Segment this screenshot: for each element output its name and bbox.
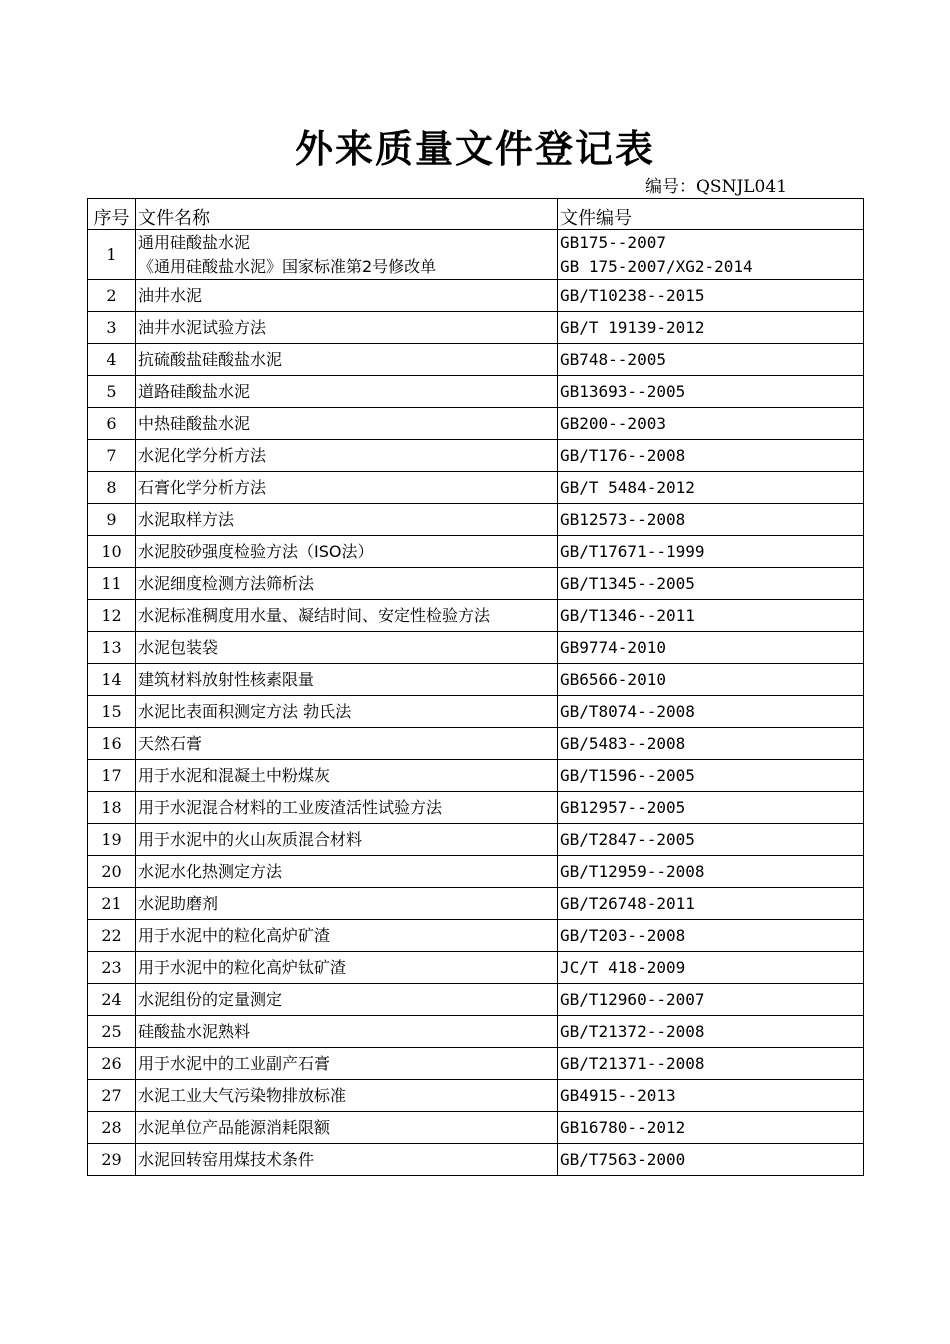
- file-name-text: 水泥标准稠度用水量、凝结时间、安定性检验方法: [138, 605, 491, 625]
- row-file-code: [558, 568, 864, 600]
- table-row: [88, 440, 864, 472]
- row-file-name: [136, 1080, 558, 1112]
- table-row: [88, 824, 864, 856]
- row-file-code: [558, 632, 864, 664]
- file-code-text: GB175--2007: [560, 232, 666, 252]
- table-row: [88, 920, 864, 952]
- row-serial-number: 24: [88, 984, 136, 1016]
- row-serial-number: 27: [88, 1080, 136, 1112]
- table-row: [88, 792, 864, 824]
- table-row: [88, 568, 864, 600]
- row-file-code: [558, 760, 864, 792]
- row-file-name: [136, 792, 558, 824]
- file-name-text: 通用硅酸盐水泥: [138, 232, 251, 252]
- file-code-text: GB/5483--2008: [560, 733, 686, 753]
- file-code-text: GB/T1346--2011: [560, 605, 695, 625]
- file-code-text: GB/T21371--2008: [560, 1053, 705, 1073]
- row-file-code: [558, 344, 864, 376]
- row-file-code: [558, 920, 864, 952]
- file-name-text: 水泥取样方法: [138, 509, 235, 529]
- table-row: [88, 952, 864, 984]
- row-file-code: [558, 728, 864, 760]
- row-file-code: [558, 1080, 864, 1112]
- row-file-name: [136, 952, 558, 984]
- file-code-text: GB/T 19139-2012: [560, 317, 705, 337]
- file-name-text: 用于水泥混合材料的工业废渣活性试验方法: [138, 797, 443, 817]
- file-code-text: GB/T26748-2011: [560, 893, 695, 913]
- row-serial-number: 1: [88, 230, 136, 280]
- table-row: [88, 728, 864, 760]
- file-code-text: GB/T17671--1999: [560, 541, 705, 561]
- table-row: [88, 344, 864, 376]
- table-row: [88, 1048, 864, 1080]
- row-serial-number: 4: [88, 344, 136, 376]
- row-file-name: [136, 440, 558, 472]
- row-file-code: [558, 952, 864, 984]
- row-serial-number: 29: [88, 1144, 136, 1176]
- row-file-name: [136, 376, 558, 408]
- header-file-code: 文件编号: [558, 199, 864, 230]
- file-code-text: GB12573--2008: [560, 509, 686, 529]
- row-file-code: [558, 696, 864, 728]
- file-name-text: 石膏化学分析方法: [138, 477, 267, 497]
- table-row: [88, 856, 864, 888]
- file-code-text: GB12957--2005: [560, 797, 686, 817]
- row-file-name: [136, 280, 558, 312]
- table-row: [88, 1016, 864, 1048]
- row-serial-number: 2: [88, 280, 136, 312]
- file-name-text: 抗硫酸盐硅酸盐水泥: [138, 349, 283, 369]
- table-row: [88, 664, 864, 696]
- row-file-name: [136, 312, 558, 344]
- document-number: 编号：QSNJL041: [645, 177, 788, 197]
- file-code-text: GB13693--2005: [560, 381, 686, 401]
- row-file-name: [136, 728, 558, 760]
- file-name-text: 道路硅酸盐水泥: [138, 381, 251, 401]
- row-file-name: [136, 504, 558, 536]
- file-name-text: 水泥单位产品能源消耗限额: [138, 1117, 331, 1137]
- row-serial-number: 10: [88, 536, 136, 568]
- row-file-code: [558, 230, 864, 280]
- file-code-text: GB/T10238--2015: [560, 285, 705, 305]
- row-file-code: [558, 312, 864, 344]
- registration-table: [87, 198, 864, 1176]
- table-row: [88, 888, 864, 920]
- file-name-text: 水泥回转窑用煤技术条件: [138, 1149, 315, 1169]
- row-file-name: [136, 1112, 558, 1144]
- row-file-name: [136, 760, 558, 792]
- file-name-text: 用于水泥和混凝土中粉煤灰: [138, 765, 331, 785]
- row-serial-number: 11: [88, 568, 136, 600]
- file-code-text: GB/T8074--2008: [560, 701, 695, 721]
- row-file-name: [136, 984, 558, 1016]
- row-file-name: [136, 536, 558, 568]
- row-serial-number: 15: [88, 696, 136, 728]
- row-file-name: [136, 472, 558, 504]
- row-serial-number: 14: [88, 664, 136, 696]
- row-serial-number: 20: [88, 856, 136, 888]
- table-body: [88, 199, 864, 1176]
- row-file-code: [558, 440, 864, 472]
- file-code-text: GB4915--2013: [560, 1085, 676, 1105]
- header-serial-number: 序号: [88, 199, 136, 230]
- row-file-code: [558, 824, 864, 856]
- file-code-text: GB/T7563-2000: [560, 1149, 686, 1169]
- file-name-text: 水泥化学分析方法: [138, 445, 267, 465]
- file-name-text: 水泥组份的定量测定: [138, 989, 283, 1009]
- row-file-code: [558, 1112, 864, 1144]
- page-title: 外来质量文件登记表: [294, 126, 655, 171]
- row-file-code: [558, 408, 864, 440]
- row-file-code: [558, 984, 864, 1016]
- row-file-code: [558, 664, 864, 696]
- table-row: [88, 696, 864, 728]
- row-serial-number: 23: [88, 952, 136, 984]
- row-file-code: [558, 536, 864, 568]
- table-row: [88, 280, 864, 312]
- row-file-name: [136, 1048, 558, 1080]
- row-file-name: [136, 824, 558, 856]
- table-row: [88, 1080, 864, 1112]
- table-row: [88, 504, 864, 536]
- row-file-code: [558, 1048, 864, 1080]
- file-name-text: 用于水泥中的粒化高炉矿渣: [138, 925, 331, 945]
- file-code-text: GB/T2847--2005: [560, 829, 695, 849]
- file-name-text: 油井水泥试验方法: [138, 317, 267, 337]
- table-row: [88, 1112, 864, 1144]
- file-name-text: 水泥包装袋: [138, 637, 219, 657]
- row-serial-number: 13: [88, 632, 136, 664]
- row-file-name: [136, 230, 558, 280]
- file-code-text: GB200--2003: [560, 413, 666, 433]
- row-file-code: [558, 888, 864, 920]
- row-serial-number: 12: [88, 600, 136, 632]
- row-file-name: [136, 1144, 558, 1176]
- row-serial-number: 6: [88, 408, 136, 440]
- file-code-text: GB 175-2007/XG2-2014: [560, 256, 753, 276]
- table-row: [88, 376, 864, 408]
- row-serial-number: 16: [88, 728, 136, 760]
- row-file-name: [136, 600, 558, 632]
- file-name-text: 《通用硅酸盐水泥》国家标准第2号修改单: [138, 256, 437, 276]
- file-name-text: 建筑材料放射性核素限量: [138, 669, 315, 689]
- row-serial-number: 18: [88, 792, 136, 824]
- file-name-text: 水泥工业大气污染物排放标准: [138, 1085, 347, 1105]
- row-serial-number: 3: [88, 312, 136, 344]
- file-name-text: 水泥助磨剂: [138, 893, 219, 913]
- row-file-code: [558, 376, 864, 408]
- file-name-text: 水泥胶砂强度检验方法（ISO法）: [138, 541, 374, 561]
- file-code-text: GB/T21372--2008: [560, 1021, 705, 1041]
- file-code-text: GB9774-2010: [560, 637, 666, 657]
- row-file-code: [558, 600, 864, 632]
- row-file-name: [136, 408, 558, 440]
- table-row: [88, 312, 864, 344]
- row-file-name: [136, 344, 558, 376]
- file-name-text: 水泥细度检测方法筛析法: [138, 573, 315, 593]
- row-file-name: [136, 856, 558, 888]
- table-row: [88, 760, 864, 792]
- file-name-text: 水泥水化热测定方法: [138, 861, 283, 881]
- file-code-text: GB16780--2012: [560, 1117, 686, 1137]
- file-code-text: GB/T12959--2008: [560, 861, 705, 881]
- file-code-text: GB6566-2010: [560, 669, 666, 689]
- table-row: [88, 1144, 864, 1176]
- row-file-name: [136, 920, 558, 952]
- row-file-code: [558, 280, 864, 312]
- file-code-text: GB/T1345--2005: [560, 573, 695, 593]
- file-name-text: 中热硅酸盐水泥: [138, 413, 251, 433]
- row-serial-number: 25: [88, 1016, 136, 1048]
- file-name-text: 油井水泥: [138, 285, 203, 305]
- file-name-text: 硅酸盐水泥熟料: [138, 1021, 251, 1041]
- row-serial-number: 19: [88, 824, 136, 856]
- table-row: [88, 984, 864, 1016]
- row-file-name: [136, 1016, 558, 1048]
- file-code-text: GB/T 5484-2012: [560, 477, 695, 497]
- row-file-name: [136, 664, 558, 696]
- row-file-code: [558, 1144, 864, 1176]
- file-code-text: JC/T 418-2009: [560, 957, 686, 977]
- row-serial-number: 5: [88, 376, 136, 408]
- table-row: [88, 632, 864, 664]
- file-name-text: 天然石膏: [138, 733, 203, 753]
- row-file-code: [558, 472, 864, 504]
- row-file-code: [558, 792, 864, 824]
- table-row: [88, 408, 864, 440]
- table-row: [88, 600, 864, 632]
- row-serial-number: 7: [88, 440, 136, 472]
- file-name-text: 用于水泥中的火山灰质混合材料: [138, 829, 363, 849]
- table-row: [88, 536, 864, 568]
- file-code-text: GB/T176--2008: [560, 445, 686, 465]
- table-row: [88, 230, 864, 280]
- row-file-code: [558, 1016, 864, 1048]
- row-file-name: [136, 888, 558, 920]
- row-file-name: [136, 696, 558, 728]
- header-file-name: 文件名称: [136, 199, 558, 230]
- table-header-row: [88, 199, 864, 230]
- row-file-code: [558, 856, 864, 888]
- file-code-text: GB/T1596--2005: [560, 765, 695, 785]
- row-file-name: [136, 568, 558, 600]
- row-serial-number: 17: [88, 760, 136, 792]
- row-serial-number: 9: [88, 504, 136, 536]
- row-file-code: [558, 504, 864, 536]
- row-serial-number: 22: [88, 920, 136, 952]
- file-code-text: GB/T12960--2007: [560, 989, 705, 1009]
- file-name-text: 用于水泥中的粒化高炉钛矿渣: [138, 957, 347, 977]
- row-serial-number: 28: [88, 1112, 136, 1144]
- file-name-text: 水泥比表面积测定方法 勃氏法: [138, 701, 352, 721]
- row-serial-number: 21: [88, 888, 136, 920]
- file-code-text: GB748--2005: [560, 349, 666, 369]
- row-serial-number: 8: [88, 472, 136, 504]
- file-code-text: GB/T203--2008: [560, 925, 686, 945]
- row-serial-number: 26: [88, 1048, 136, 1080]
- file-name-text: 用于水泥中的工业副产石膏: [138, 1053, 331, 1073]
- table-row: [88, 472, 864, 504]
- row-file-name: [136, 632, 558, 664]
